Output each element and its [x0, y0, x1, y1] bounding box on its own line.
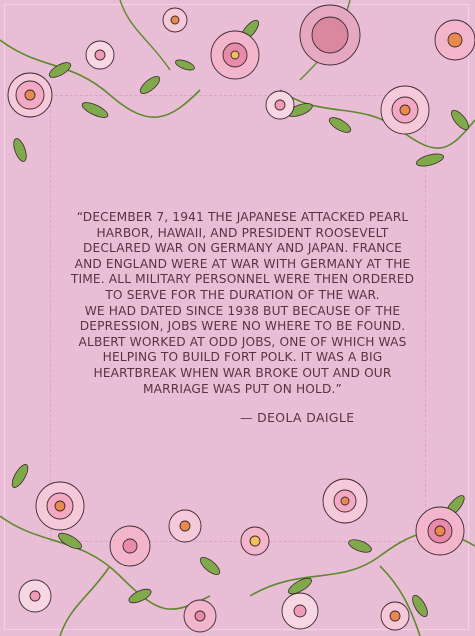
top-floral-border: [0, 0, 475, 180]
quote-attribution: — DEOLA DAIGLE: [240, 410, 355, 425]
quote-paragraph-1: “DECEMBER 7, 1941 THE JAPANESE ATTACKED PEARL HARBOR, HAWAII, AND PRESIDENT ROOSEVELT DECLARED WAR ON GERMANY AND JAPAN. FRANCE AND ENGLAND WERE AT WAR WITH GERMANY AT THE TIME. ALL MILITARY PERSONNEL WERE THEN ORDERED TO SERVE FOR THE DURATION OF THE WAR.: [70, 210, 415, 302]
quote-paragraph-2: WE HAD DATED SINCE 1938 BUT BECAUSE OF THE DEPRESSION, JOBS WERE NO WHERE TO BE FOUND. ALBERT WORKED AT ODD JOBS, ONE OF WHICH WAS HELPING TO BUILD FORT POLK. IT WAS A BIG HEARTBREAK WHEN WAR BROKE OUT AND OUR MARRIAGE WAS PUT ON HOLD.”: [78, 303, 407, 396]
quote-text: [70, 210, 415, 397]
bottom-floral-border: [0, 446, 475, 636]
